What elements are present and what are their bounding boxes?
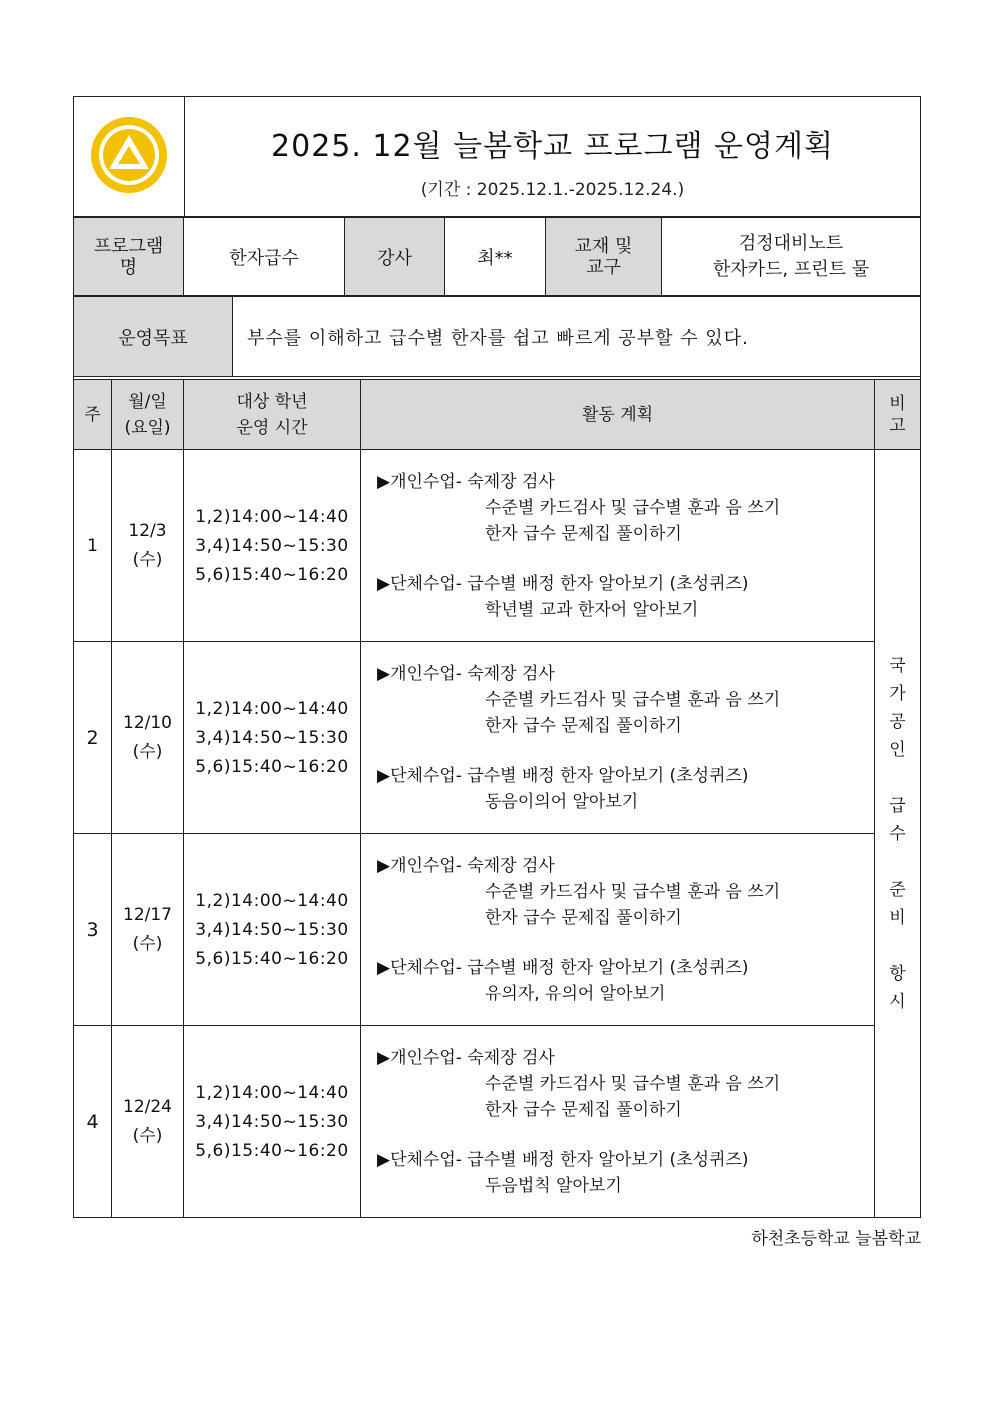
logo-cell (74, 97, 185, 217)
activity-gap (377, 1123, 874, 1147)
note-char (875, 932, 920, 960)
time-slot: 1,2)14:00~14:40 (195, 698, 349, 719)
note-header (875, 380, 921, 450)
individual-class-item: 한자 급수 문제집 풀이하기 (485, 715, 682, 736)
time-slot: 1,2)14:00~14:40 (195, 506, 349, 527)
group-class-item: 두음법칙 알아보기 (485, 1175, 622, 1196)
date-header (112, 380, 184, 450)
day-text: (수) (132, 549, 163, 570)
date-header-line-2: (요일) (124, 417, 171, 438)
activity-cell (361, 1026, 875, 1218)
individual-class-item: 수준별 카드검사 및 급수별 훈과 음 쓰기 (485, 497, 781, 518)
note-char (875, 848, 920, 876)
teacher-label: 강사 (345, 218, 445, 296)
week-header: 주 (74, 380, 112, 450)
group-class-label: ▶단체수업- 급수별 배정 한자 알아보기 (초성퀴즈) (377, 1149, 749, 1170)
individual-class-label: ▶개인수업- 숙제장 검사 (377, 855, 555, 876)
group-class-item: 학년별 교과 한자어 알아보기 (485, 599, 699, 620)
note-header-char-1: 비 (889, 393, 906, 414)
activity-header: 활동 계획 (361, 380, 875, 450)
school-name-footer: 하천초등학교 늘봄학교 (751, 1229, 921, 1249)
individual-class-item: 한자 급수 문제집 풀이하기 (485, 1099, 682, 1120)
note-char: 준 (889, 879, 906, 900)
period-text: (기간 : 2025.12.1.-2025.12.24.) (420, 180, 685, 200)
materials-line-1: 검정대비노트 (738, 232, 844, 254)
day-text: (수) (132, 1125, 163, 1146)
note-char: 비 (889, 907, 906, 928)
time-slot: 1,2)14:00~14:40 (195, 1082, 349, 1103)
goal-text: 부수를 이해하고 급수별 한자를 쉽고 빠르게 공부할 수 있다. (233, 297, 921, 377)
note-char: 수 (889, 823, 906, 844)
teacher-value: 최** (445, 218, 546, 296)
time-cell (184, 1026, 361, 1218)
date-text: 12/3 (128, 520, 167, 541)
schedule-row (74, 834, 921, 1026)
date-cell (112, 450, 184, 642)
target-header-line-2: 운영 시간 (236, 417, 308, 438)
note-char: 인 (889, 739, 906, 760)
time-slot: 5,6)15:40~16:20 (195, 948, 349, 969)
group-class-label: ▶단체수업- 급수별 배정 한자 알아보기 (초성퀴즈) (377, 573, 749, 594)
individual-class-label: ▶개인수업- 숙제장 검사 (377, 663, 555, 684)
time-cell (184, 834, 361, 1026)
activity-cell (361, 450, 875, 642)
target-header (184, 380, 361, 450)
time-cell (184, 642, 361, 834)
time-slot: 3,4)14:50~15:30 (195, 919, 349, 940)
materials-value (662, 218, 921, 296)
group-class-item: 동음이의어 알아보기 (485, 791, 639, 812)
week-number: 1 (74, 450, 112, 642)
materials-line-2: 한자카드, 프린트 물 (712, 258, 870, 280)
week-number: 4 (74, 1026, 112, 1218)
note-char: 공 (889, 711, 906, 732)
activity-gap (377, 739, 874, 763)
time-slot: 1,2)14:00~14:40 (195, 890, 349, 911)
activity-gap (377, 931, 874, 955)
time-cell (184, 450, 361, 642)
group-class-label: ▶단체수업- 급수별 배정 한자 알아보기 (초성퀴즈) (377, 957, 749, 978)
group-class-label: ▶단체수업- 급수별 배정 한자 알아보기 (초성퀴즈) (377, 765, 749, 786)
group-class-item: 유의자, 유의어 알아보기 (485, 983, 666, 1004)
page-title: 2025. 12월 늘봄학교 프로그램 운영계획 (271, 129, 834, 164)
target-header-line-1: 대상 학년 (236, 391, 308, 412)
date-cell (112, 642, 184, 834)
program-label: 프로그램명 (74, 218, 184, 296)
schedule-table (73, 379, 921, 1218)
date-text: 12/17 (123, 904, 172, 925)
note-char: 급 (889, 795, 906, 816)
header-table (73, 96, 921, 217)
individual-class-label: ▶개인수업- 숙제장 검사 (377, 471, 555, 492)
individual-class-item: 수준별 카드검사 및 급수별 훈과 음 쓰기 (485, 689, 781, 710)
plan-document (73, 96, 921, 1218)
individual-class-label: ▶개인수업- 숙제장 검사 (377, 1047, 555, 1068)
schedule-row (74, 450, 921, 642)
materials-label: 교재 및 교구 (546, 218, 662, 296)
note-char (875, 764, 920, 792)
time-slot: 3,4)14:50~15:30 (195, 535, 349, 556)
school-logo-icon (87, 113, 171, 197)
individual-class-item: 한자 급수 문제집 풀이하기 (485, 907, 682, 928)
day-text: (수) (132, 741, 163, 762)
note-char: 가 (889, 683, 906, 704)
date-header-line-1: 월/일 (128, 391, 167, 412)
note-header-char-2: 고 (889, 415, 906, 436)
note-char: 국 (889, 655, 906, 676)
schedule-row (74, 642, 921, 834)
time-slot: 5,6)15:40~16:20 (195, 564, 349, 585)
time-slot: 5,6)15:40~16:20 (195, 1140, 349, 1161)
activity-gap (377, 547, 874, 571)
schedule-row (74, 1026, 921, 1218)
date-cell (112, 834, 184, 1026)
activity-cell (361, 834, 875, 1026)
goal-table (73, 296, 921, 377)
note-char: 항 (889, 963, 906, 984)
date-text: 12/10 (123, 712, 172, 733)
date-cell (112, 1026, 184, 1218)
goal-label: 운영목표 (74, 297, 233, 377)
activity-cell (361, 642, 875, 834)
time-slot: 3,4)14:50~15:30 (195, 1111, 349, 1132)
individual-class-item: 수준별 카드검사 및 급수별 훈과 음 쓰기 (485, 881, 781, 902)
week-number: 3 (74, 834, 112, 1026)
individual-class-item: 수준별 카드검사 및 급수별 훈과 음 쓰기 (485, 1073, 781, 1094)
time-slot: 3,4)14:50~15:30 (195, 727, 349, 748)
program-value: 한자급수 (184, 218, 345, 296)
note-cell (875, 450, 921, 1218)
program-info-table (73, 217, 921, 296)
day-text: (수) (132, 933, 163, 954)
week-number: 2 (74, 642, 112, 834)
individual-class-item: 한자 급수 문제집 풀이하기 (485, 523, 682, 544)
schedule-header-row (74, 380, 921, 450)
note-char: 시 (889, 991, 906, 1012)
time-slot: 5,6)15:40~16:20 (195, 756, 349, 777)
date-text: 12/24 (123, 1096, 172, 1117)
title-cell (185, 97, 921, 217)
